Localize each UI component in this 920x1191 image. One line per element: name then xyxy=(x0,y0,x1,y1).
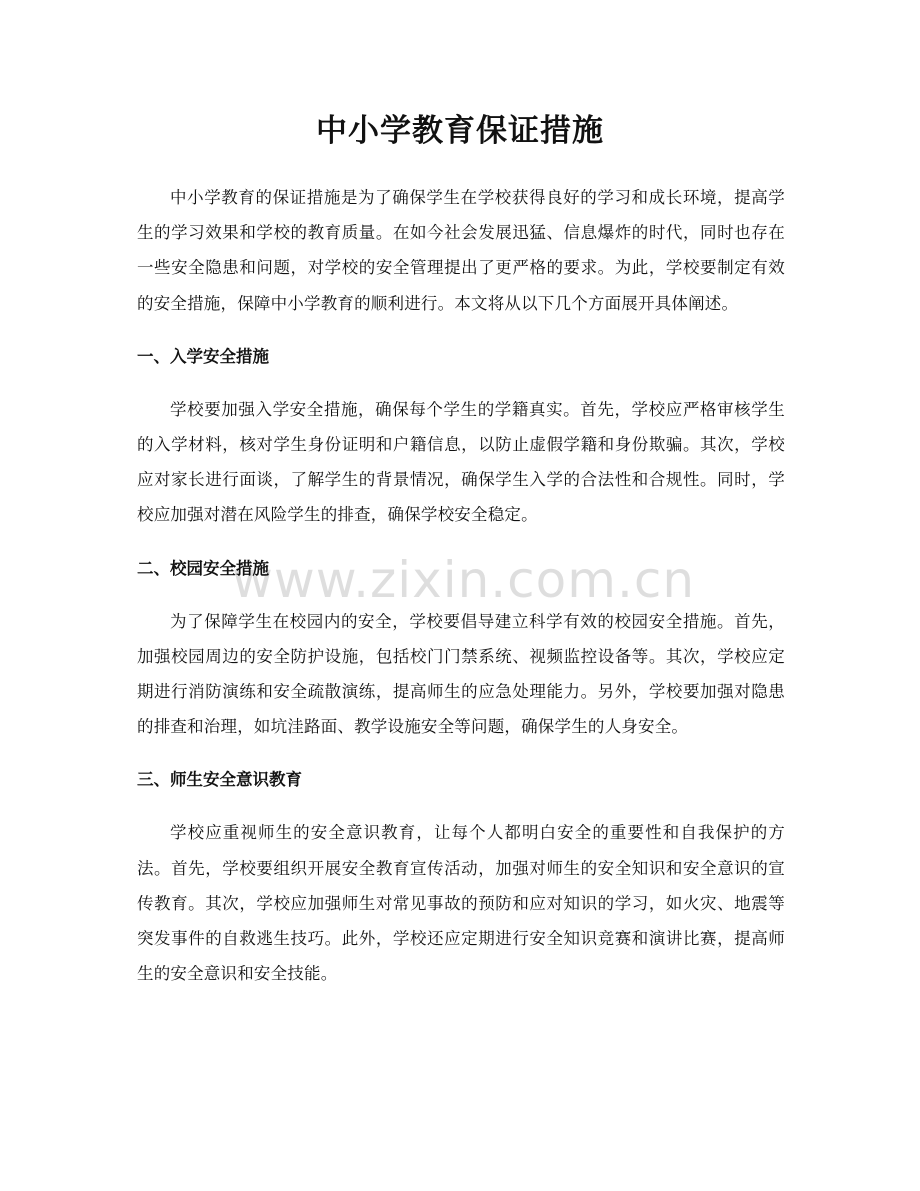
section-body-enrollment: 学校要加强入学安全措施，确保每个学生的学籍真实。首先，学校应严格审核学生的入学材料，核对学生身份证明和户籍信息，以防止虚假学籍和身份欺骗。其次，学校应对家长进行面谈，了解学生的背景情况，确保学生入学的合法性和合规性。同时，学校应加强对潜在风险学生的排查，确保学校安全稳定。 xyxy=(137,399,785,525)
section-heading-awareness: 三、师生安全意识教育 xyxy=(137,770,302,790)
document-body xyxy=(137,180,785,991)
section-heading-enrollment: 一、入学安全措施 xyxy=(137,346,269,366)
section-body-awareness: 学校应重视师生的安全意识教育，让每个人都明白安全的重要性和自我保护的方法。首先，学校要组织开展安全教育宣传活动，加强对师生的安全知识和安全意识的宣传教育。其次，学校应加强师生对常见事故的预防和应对知识的学习，如火灾、地震等突发事件的自救逃生技巧。此外，学校还应定期进行安全知识竞赛和演讲比赛，提高师生的安全意识和安全技能。 xyxy=(137,823,785,984)
section-heading-campus: 二、校园安全措施 xyxy=(137,558,269,578)
watermark: www.zixin.com.cn xyxy=(232,551,696,609)
section-body-campus: 为了保障学生在校园内的安全，学校要倡导建立科学有效的校园安全措施。首先，加强校园周边的安全防护设施，包括校门门禁系统、视频监控设备等。其次，学校应定期进行消防演练和安全疏散演练，提高师生的应急处理能力。另外，学校要加强对隐患的排查和治理，如坑洼路面、教学设施安全等问题，确保学生的人身安全。 xyxy=(137,611,785,737)
intro-paragraph: 中小学教育的保证措施是为了确保学生在学校获得良好的学习和成长环境，提高学生的学习效果和学校的教育质量。在如今社会发展迅猛、信息爆炸的时代，同时也存在一些安全隐患和问题，对学校的安全管理提出了更严格的要求。为此，学校要制定有效的安全措施，保障中小学教育的顺利进行。本文将从以下几个方面展开具体阐述。 xyxy=(137,188,785,313)
document-title: 中小学教育保证措施 xyxy=(316,113,604,149)
